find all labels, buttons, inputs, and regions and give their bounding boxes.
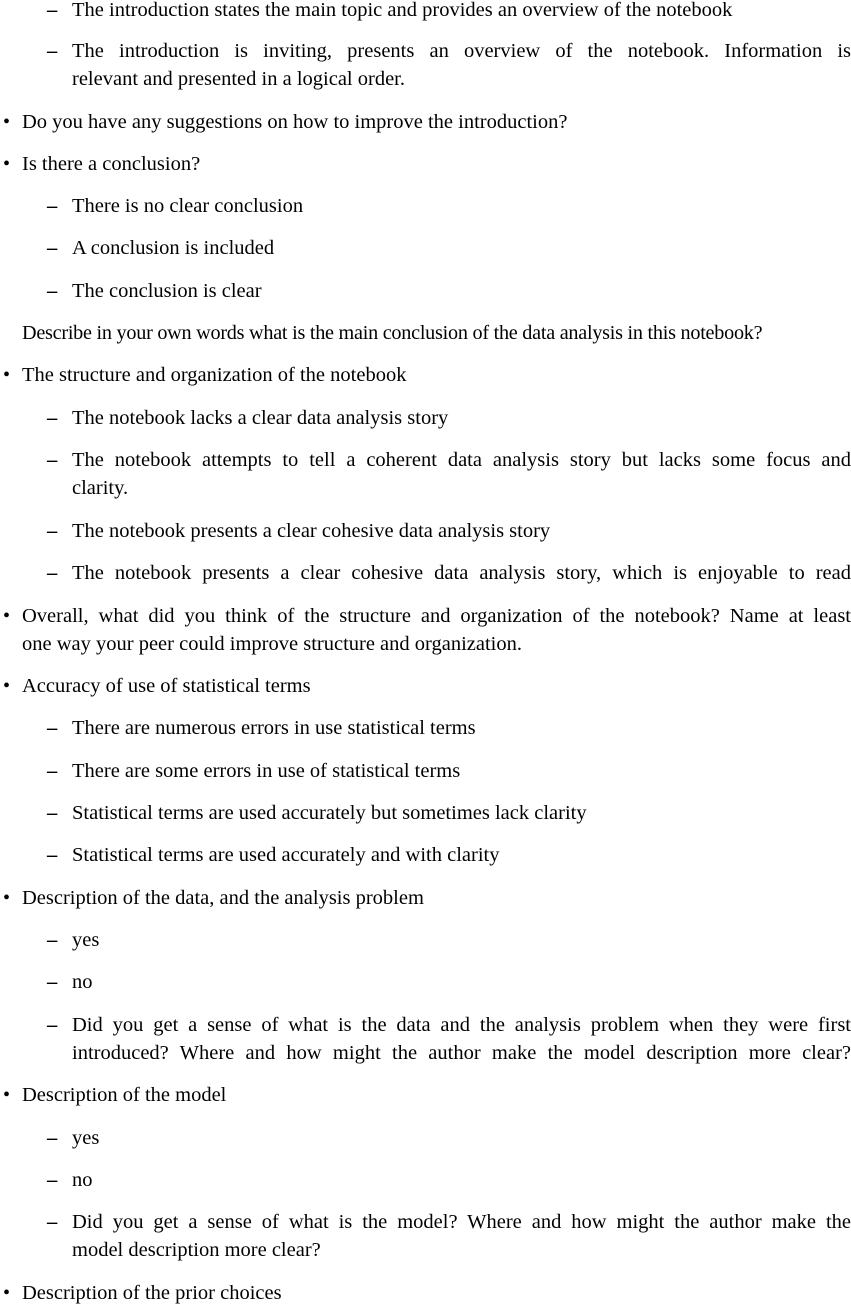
dash-marker: – — [47, 844, 58, 866]
dash-marker: – — [47, 1014, 58, 1036]
list-item: The introduction states the main topic and provides an overview of the notebook — [72, 0, 733, 21]
bullet-marker: • — [3, 153, 11, 175]
list-item: no — [72, 971, 93, 993]
dash-marker: – — [47, 407, 58, 429]
dash-marker: – — [47, 195, 58, 217]
list-item: no — [72, 1169, 93, 1191]
dash-marker: – — [47, 40, 58, 62]
bullet-marker: • — [3, 364, 11, 386]
list-item: The notebook attempts to tell a coherent data analysis story but lacks some focus and — [72, 449, 851, 471]
dash-marker: – — [47, 929, 58, 951]
question-item: Description of the model — [22, 1084, 227, 1106]
bullet-marker: • — [3, 605, 11, 627]
list-item: Statistical terms are used accurately and with clarity — [72, 844, 500, 866]
list-item-continuation: relevant and presented in a logical order. — [72, 68, 405, 90]
bullet-marker: • — [3, 887, 11, 909]
dash-marker: – — [47, 449, 58, 471]
list-item: The notebook lacks a clear data analysis story — [72, 407, 449, 429]
dash-marker: – — [47, 520, 58, 542]
dash-marker: – — [47, 562, 58, 584]
list-item: There are numerous errors in use statistical terms — [72, 717, 476, 739]
dash-marker: – — [47, 1127, 58, 1149]
dash-marker: – — [47, 1211, 58, 1233]
list-item: A conclusion is included — [72, 237, 275, 259]
dash-marker: – — [47, 280, 58, 302]
bullet-marker: • — [3, 1084, 11, 1106]
bullet-marker: • — [3, 675, 11, 697]
list-item: yes — [72, 1127, 100, 1149]
dash-marker: – — [47, 971, 58, 993]
question-item-continuation: one way your peer could improve structure and organization. — [22, 633, 522, 655]
list-item: Did you get a sense of what is the model? Where and how might the author make the — [72, 1211, 851, 1233]
question-item: Description of the prior choices — [22, 1282, 282, 1304]
question-item: Description of the data, and the analysis problem — [22, 887, 424, 909]
dash-marker: – — [47, 0, 58, 21]
dash-marker: – — [47, 760, 58, 782]
question-item: Is there a conclusion? — [22, 153, 201, 175]
bullet-marker: • — [3, 111, 11, 133]
question-item: Do you have any suggestions on how to improve the introduction? — [22, 111, 568, 133]
dash-marker: – — [47, 1169, 58, 1191]
list-item: There is no clear conclusion — [72, 195, 304, 217]
list-item: The conclusion is clear — [72, 280, 262, 302]
question-item: Overall, what did you think of the structure and organization of the notebook? Name at least — [22, 605, 851, 627]
dash-marker: – — [47, 802, 58, 824]
list-item: The notebook presents a clear cohesive data analysis story — [72, 520, 551, 542]
list-item: Statistical terms are used accurately but sometimes lack clarity — [72, 802, 587, 824]
dash-marker: – — [47, 237, 58, 259]
list-item: The introduction is inviting, presents an overview of the notebook. Information is — [72, 40, 851, 62]
list-item: Did you get a sense of what is the data and the analysis problem when they were first — [72, 1014, 851, 1036]
dash-marker: – — [47, 717, 58, 739]
list-item-continuation: introduced? Where and how might the author make the model description more clear? — [72, 1042, 851, 1064]
list-item-continuation: model description more clear? — [72, 1239, 321, 1261]
list-item: There are some errors in use of statistical terms — [72, 760, 461, 782]
paragraph-text: Describe in your own words what is the main conclusion of the data analysis in this notebook? — [22, 322, 763, 344]
question-item: The structure and organization of the notebook — [22, 364, 407, 386]
list-item: The notebook presents a clear cohesive data analysis story, which is enjoyable to read — [72, 562, 851, 584]
question-item: Accuracy of use of statistical terms — [22, 675, 311, 697]
bullet-marker: • — [3, 1282, 11, 1304]
list-item-continuation: clarity. — [72, 477, 129, 499]
list-item: yes — [72, 929, 100, 951]
